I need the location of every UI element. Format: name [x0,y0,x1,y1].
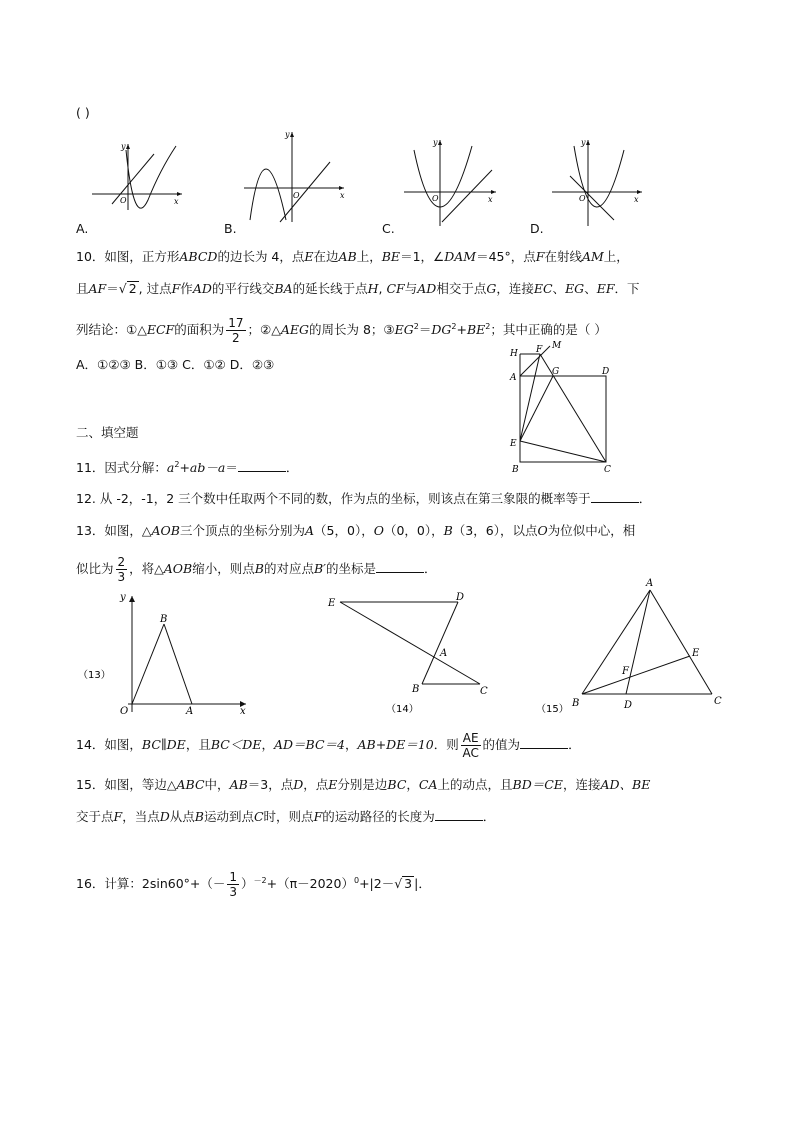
section-title-fill-in: 二、填空题 [76,425,139,440]
q9-option-b[interactable]: B. [224,221,237,236]
q13-line-1: 13．如图，△AOB三个顶点的坐标分别为A（5，0），O（0，0），B（3，6），以点O为位似中心，相 [76,523,636,538]
svg-text:B: B [412,684,420,695]
svg-text:O: O [293,191,300,200]
q10-figure [508,340,618,474]
svg-text:y: y [120,592,126,603]
fraction-17-2: $\frac{17}{2}$ [228,316,244,346]
q13-figure [76,588,256,718]
svg-text:y: y [433,138,438,147]
q11-answer-blank[interactable] [238,459,286,472]
svg-text:E: E [692,648,700,659]
svg-text:O: O [432,194,439,203]
fraction-1-3: $\frac{1}{3}$ [229,870,238,900]
q13-fig-caption: （13） [78,670,111,681]
q16: 16．计算：2sin60°+（－ $\frac{1}{3}$ ）$^{-2}+(\pi-2020)^0+|2-√$ 3 |． [76,870,431,900]
origin-label: O [120,196,127,205]
svg-text:B: B [572,698,580,709]
svg-text:x: x [634,195,639,204]
q10-line-1: 10．如图，正方形ABCD的边长为 4，点E在边AB上，BE＝1，∠DAM＝45°，点F在射线AM上， [76,249,629,264]
svg-text:x: x [340,191,345,200]
svg-text:C: C [604,465,611,474]
q12-answer-blank[interactable] [591,490,639,503]
q9-graph-d [550,136,650,228]
svg-text:y: y [285,130,290,139]
q9-option-a[interactable]: A. [76,221,89,236]
fraction-2-3: $\frac{2}{3}$ [117,555,126,584]
svg-text:B: B [160,614,168,625]
q9-option-c[interactable]: C. [382,221,395,236]
svg-text:y: y [581,138,586,147]
svg-text:M: M [552,341,562,351]
svg-text:C: C [480,686,488,697]
q11: 11．因式分解：$a^2+ab-a=$ ． [76,460,299,476]
svg-text:O: O [120,706,129,717]
q14: 14．如图，BC∥DE，且BC＜DE，AD＝BC＝4，AB+DE＝10．则 $\frac{AE}{AC}$ 的值为 ． [76,731,581,760]
q15-figure [530,574,730,716]
svg-text:x: x [488,195,493,204]
q10-line-3: 列结论：①△ECF的面积为 $\frac{17}{2}$ ；②△AEG的周长为 8；$③EG^2=DG^2+BE^2$；其中正确的是（ ） [76,316,607,346]
svg-text:A: A [510,373,517,383]
svg-text:D: D [602,367,610,377]
axis-x-label: x [174,197,179,206]
svg-text:G: G [552,367,560,377]
q9-option-d[interactable]: D. [530,221,544,236]
q9-graph-b [240,128,350,224]
q9-answer-paren: ( ) [76,105,90,120]
svg-text:A: A [440,648,448,659]
svg-text:E: E [510,439,517,449]
fraction-ae-ac: $\frac{AE}{AC}$ [462,731,479,760]
q15-line-1: 15．如图，等边△ABC中，AB＝3，点D，点E分别是边BC，CA上的动点，且BD＝CE，连接AD、BE [76,777,651,792]
svg-text:H: H [510,349,518,359]
svg-text:O: O [579,194,586,203]
svg-text:x: x [240,706,246,717]
q14-figure [322,588,502,718]
svg-text:C: C [714,696,722,707]
svg-text:B: B [512,465,519,474]
q15-answer-blank[interactable] [435,808,483,821]
q10-options[interactable]: A．①②③ B．①③ C．①② D．②③ [76,357,275,372]
q13-line-2: 似比为 $\frac{2}{3}$ ，将△AOB缩小，则点B的对应点B′的坐标是 ． [76,555,437,584]
svg-text:F: F [536,345,543,355]
q15-fig-caption: （15） [536,704,569,715]
q10-line-2: 且AF＝√ 2 , 过点F作AD的平行线交BA的延长线于点H, CF与AD相交于点G，连接EC、EG、EF．下 [76,281,640,296]
q15-line-2: 交于点F，当点D从点B运动到点C时，则点F的运动路径的长度为 ． [76,809,496,824]
axis-y-label: y [121,142,126,151]
q9-graph-c [402,136,502,228]
svg-text:D: D [624,700,633,711]
svg-text:A: A [186,706,194,717]
q14-fig-caption: （14） [386,704,419,715]
svg-text:E: E [328,598,336,609]
svg-text:D: D [456,592,465,603]
q14-answer-blank[interactable] [520,736,568,749]
q13-answer-blank[interactable] [376,560,424,573]
svg-text:A: A [646,578,654,589]
q12: 12. 从 -2，-1，2 三个数中任取两个不同的数，作为点的坐标，则该点在第三象限的概率等于 ． [76,491,652,506]
q9-graph-a [90,140,190,212]
svg-text:F: F [622,666,629,677]
